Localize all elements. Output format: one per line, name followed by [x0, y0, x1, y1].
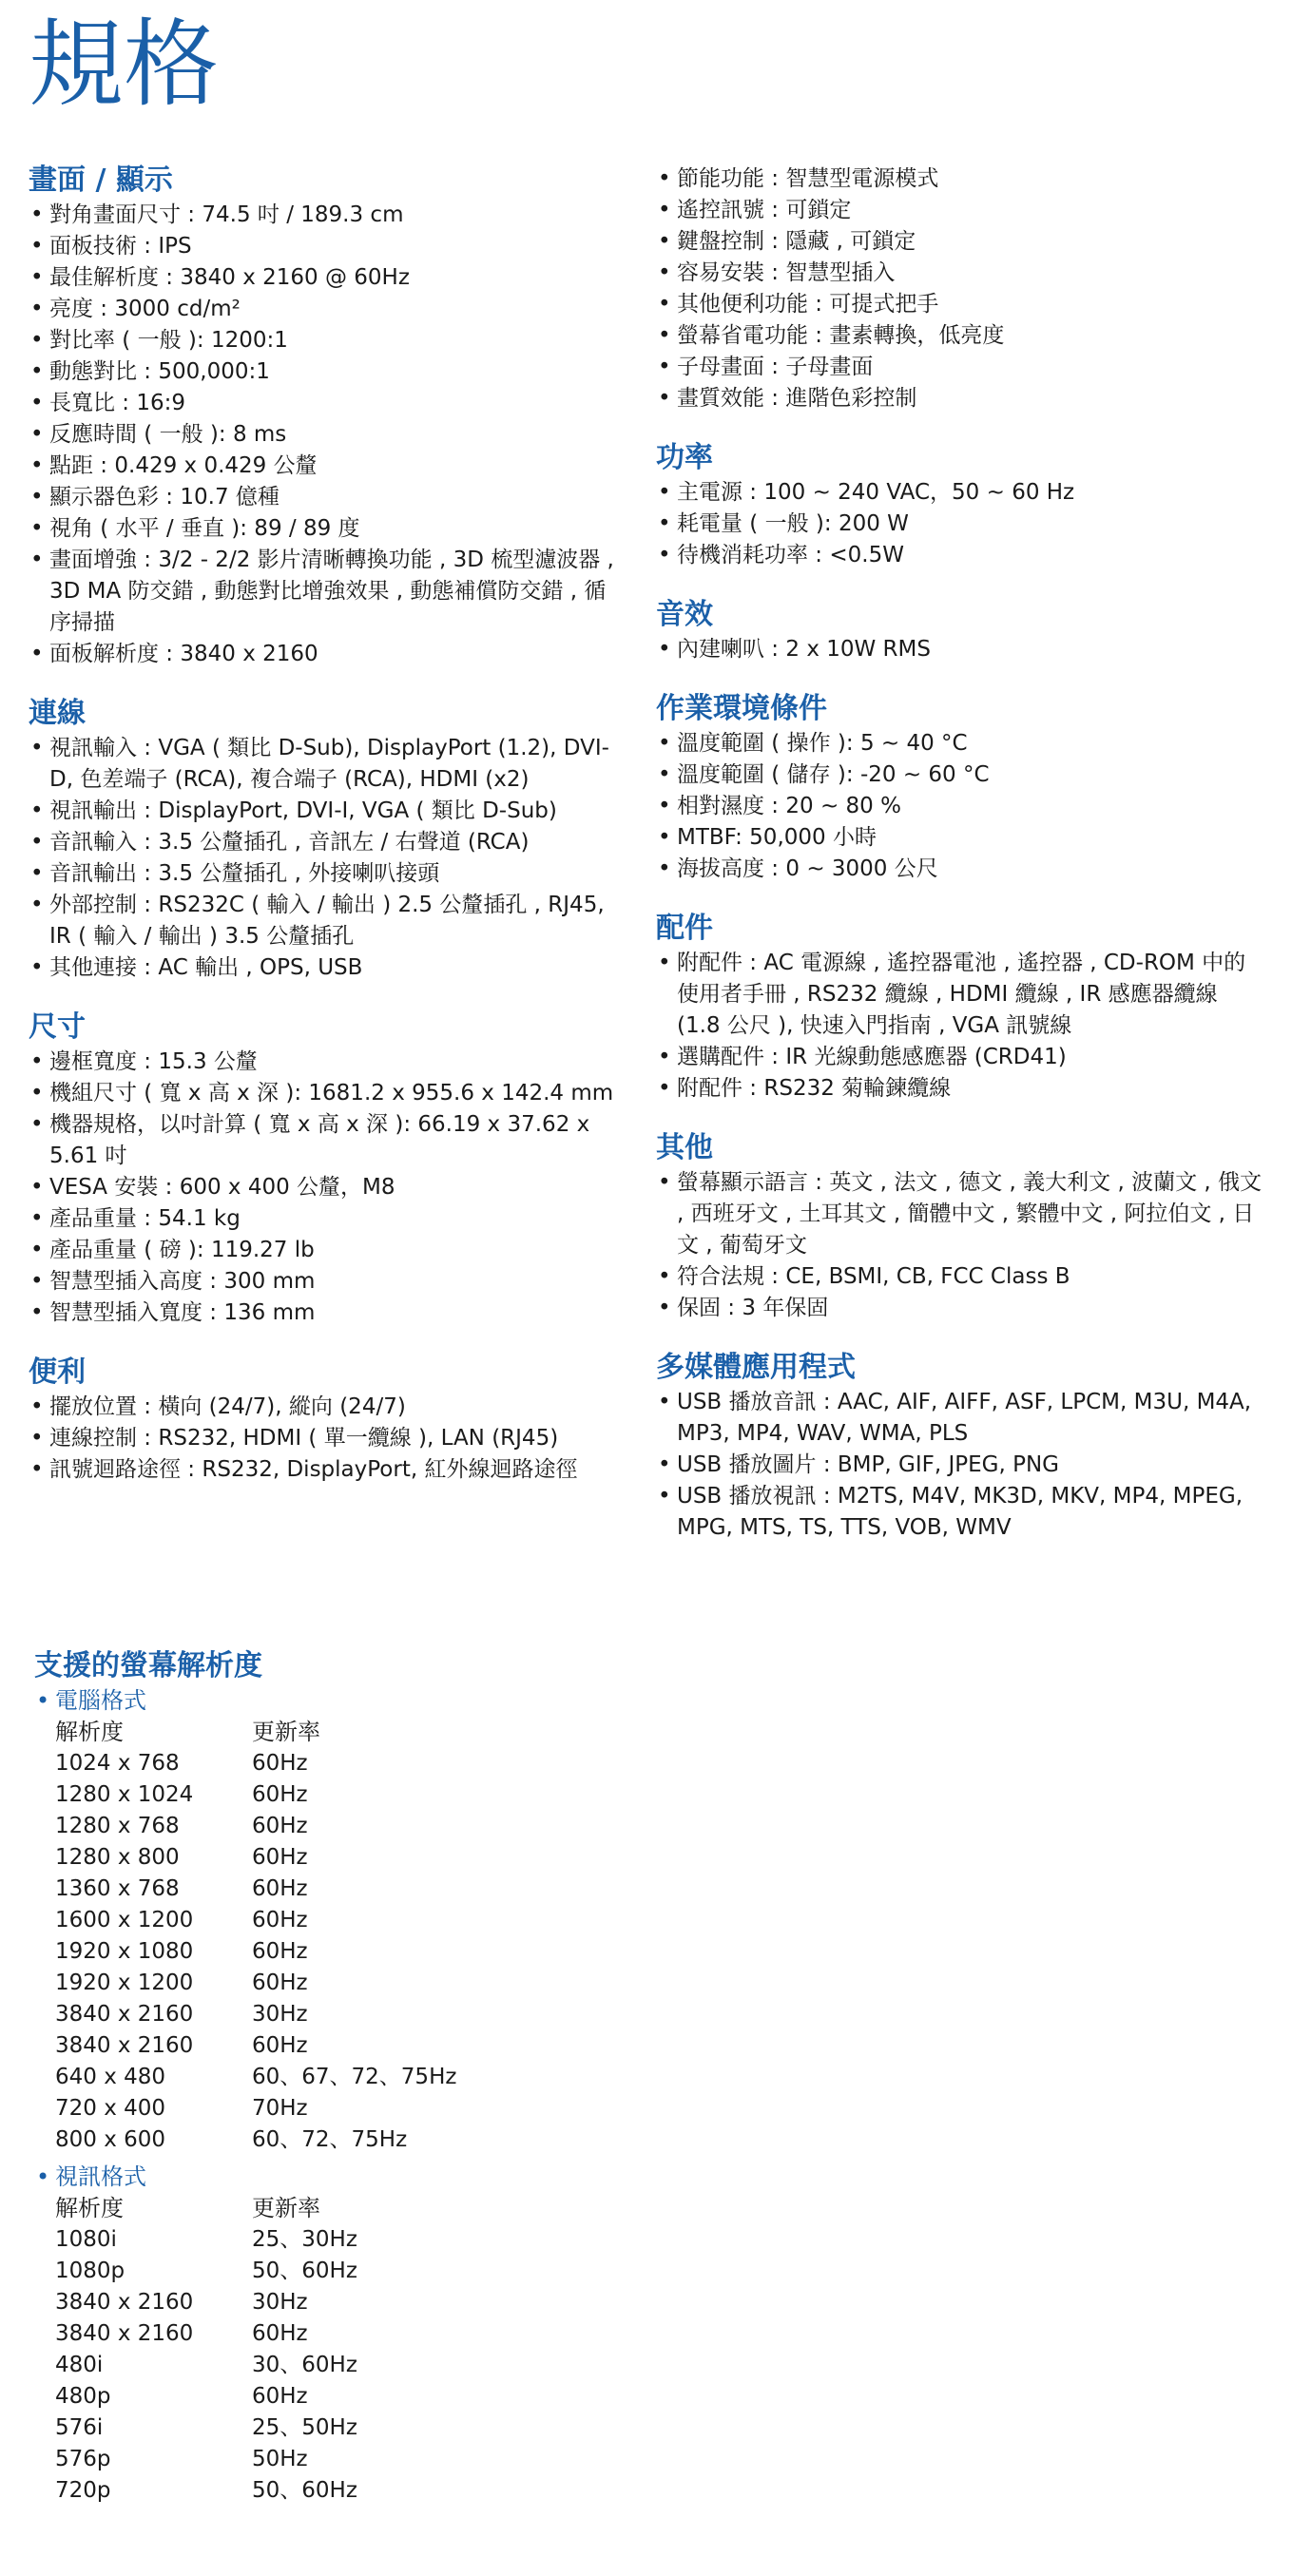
left-column: [29, 163, 623, 1512]
section-title: 尺寸: [29, 1010, 86, 1044]
section-title: 配件: [656, 912, 713, 945]
spec-item: • 音訊輸出 : 3.5 公釐插孔 , 外接喇叭接頭: [29, 858, 623, 890]
refresh-rate-cell: 30Hz: [252, 2290, 308, 2315]
table-row: [55, 1874, 456, 1905]
column-header-refresh-rate: 更新率: [252, 2195, 320, 2221]
refresh-rate-cell: 50Hz: [252, 2447, 308, 2471]
refresh-rate-cell: 60Hz: [252, 1845, 308, 1870]
right-column: [656, 163, 1264, 1570]
right-section: [656, 163, 1264, 414]
spec-item: • 智慧型插入寬度 : 136 mm: [29, 1298, 623, 1329]
spec-item: • 邊框寬度 : 15.3 公釐: [29, 1047, 623, 1078]
spec-item: • 音訊輸入 : 3.5 公釐插孔 , 音訊左 / 右聲道 (RCA): [29, 827, 623, 858]
table-row: [55, 2413, 357, 2444]
column-header-resolution: 解析度: [55, 2195, 124, 2221]
spec-item: • 鍵盤控制 : 隱藏 , 可鎖定: [656, 226, 1264, 258]
right-section: [656, 692, 1264, 885]
spec-item: • 機組尺寸 ( 寬 x 高 x 深 ): 1681.2 x 955.6 x 142.4 mm: [29, 1078, 623, 1109]
spec-item: • 產品重量 ( 磅 ): 119.27 lb: [29, 1235, 623, 1266]
resolution-cell: 3840 x 2160: [55, 2033, 194, 2058]
section-title: 其他: [656, 1131, 713, 1164]
spec-list: [656, 477, 1264, 571]
refresh-rate-cell: 60、67、72、75Hz: [252, 2065, 457, 2089]
spec-item: • USB 播放圖片 : BMP, GIF, JPEG, PNG: [656, 1450, 1264, 1481]
table-row: [55, 2030, 456, 2062]
spec-item: • USB 播放音訊 : AAC, AIF, AIFF, ASF, LPCM, M3U, M4A, MP3, MP4, WAV, WMA, PLS: [656, 1387, 1264, 1450]
table-row: [55, 2318, 357, 2350]
resolution-cell: 720 x 400: [55, 2096, 166, 2121]
resolution-cell: 576p: [55, 2447, 111, 2471]
table-row: [55, 2287, 357, 2318]
spec-item: • 機器規格，以吋計算 ( 寬 x 高 x 深 ): 66.19 x 37.62 x 5.61 吋: [29, 1109, 623, 1172]
resolution-cell: 720p: [55, 2478, 111, 2503]
section-title: 作業環境條件: [656, 692, 827, 725]
spec-list: [29, 200, 623, 670]
refresh-rate-cell: 60Hz: [252, 1782, 308, 1807]
spec-item: • 畫質效能 : 進階色彩控制: [656, 383, 1264, 414]
right-section: [656, 912, 1264, 1105]
spec-item: • 對角畫面尺寸 : 74.5 吋 / 189.3 cm: [29, 200, 623, 231]
table-row: [55, 1842, 456, 1874]
right-section: [656, 1351, 1264, 1544]
left-section: [29, 1355, 623, 1486]
table-row: [55, 2444, 357, 2475]
spec-item: • 動態對比 : 500,000:1: [29, 356, 623, 388]
table-row: [55, 2124, 456, 2156]
left-section: [29, 163, 623, 670]
spec-item: • 附配件 : RS232 菊輪鍊纜線: [656, 1073, 1264, 1105]
resolution-cell: 1920 x 1080: [55, 1939, 194, 1964]
spec-item: • 視訊輸入 : VGA ( 類比 D-Sub), DisplayPort (1.2), DVI-D, 色差端子 (RCA), 複合端子 (RCA), HDMI (x2): [29, 733, 623, 796]
refresh-rate-cell: 60Hz: [252, 1876, 308, 1901]
table-row: [55, 2256, 357, 2287]
spec-item: • 視訊輸出 : DisplayPort, DVI-I, VGA ( 類比 D-Sub): [29, 796, 623, 827]
spec-item: • 內建喇叭 : 2 x 10W RMS: [656, 634, 1264, 665]
spec-item: • 保固 : 3 年保固: [656, 1293, 1264, 1324]
table-row: [55, 1936, 456, 1968]
table-row: [55, 1968, 456, 1999]
spec-item: • 智慧型插入高度 : 300 mm: [29, 1266, 623, 1298]
resolution-cell: 480p: [55, 2384, 111, 2409]
refresh-rate-cell: 50、60Hz: [252, 2259, 357, 2283]
table-row: [55, 1748, 456, 1779]
spec-list: [29, 1392, 623, 1486]
section-title: 功率: [656, 441, 713, 474]
spec-item: • 視角 ( 水平 / 垂直 ): 89 / 89 度: [29, 513, 623, 545]
refresh-rate-cell: 30Hz: [252, 2002, 308, 2027]
section-title: 便利: [29, 1355, 86, 1389]
refresh-rate-cell: 60、72、75Hz: [252, 2127, 408, 2152]
refresh-rate-cell: 25、30Hz: [252, 2227, 357, 2252]
left-section: [29, 1010, 623, 1329]
refresh-rate-cell: 60Hz: [252, 2321, 308, 2346]
spec-item: • 產品重量 : 54.1 kg: [29, 1203, 623, 1235]
table-row: [55, 2062, 456, 2093]
resolution-cell: 3840 x 2160: [55, 2290, 194, 2315]
resolution-cell: 1280 x 768: [55, 1814, 180, 1838]
spec-item: • 選購配件 : IR 光線動態感應器 (CRD41): [656, 1042, 1264, 1073]
spec-item: • 畫面增強 : 3/2 - 2/2 影片清晰轉換功能 , 3D 梳型濾波器 , 3D MA 防交錯 , 動態對比增強效果 , 動態補償防交錯 , 循序掃描: [29, 545, 623, 639]
refresh-rate-cell: 60Hz: [252, 1970, 308, 1995]
spec-item: • 擺放位置 : 橫向 (24/7), 縱向 (24/7): [29, 1392, 623, 1423]
resolution-table: [55, 1717, 456, 2156]
spec-item: • 連線控制 : RS232, HDMI ( 單一纜線 ), LAN (RJ45): [29, 1423, 623, 1454]
spec-item: • 面板技術 : IPS: [29, 231, 623, 262]
spec-item: • 節能功能 : 智慧型電源模式: [656, 163, 1264, 195]
spec-list: [656, 948, 1264, 1105]
spec-item: • 面板解析度 : 3840 x 2160: [29, 639, 623, 670]
resolution-cell: 1080p: [55, 2259, 125, 2283]
resolution-cell: 576i: [55, 2415, 104, 2440]
spec-item: • 其他便利功能 : 可提式把手: [656, 289, 1264, 320]
spec-item: • 相對濕度 : 20 ~ 80 %: [656, 791, 1264, 822]
spec-list: [29, 733, 623, 984]
resolution-cell: 1920 x 1200: [55, 1970, 194, 1995]
spec-item: • 海拔高度 : 0 ~ 3000 公尺: [656, 854, 1264, 885]
resolution-table: [55, 2193, 357, 2507]
resolution-cell: 1280 x 1024: [55, 1782, 194, 1807]
table-row: [55, 2381, 357, 2413]
spec-item: • 遙控訊號 : 可鎖定: [656, 195, 1264, 226]
right-section: [656, 441, 1264, 571]
right-section: [656, 1131, 1264, 1324]
table-row: [55, 2224, 357, 2256]
section-title: 音效: [656, 598, 713, 631]
spec-item: • 容易安裝 : 智慧型插入: [656, 258, 1264, 289]
format-group-label: • 視訊格式: [34, 2162, 624, 2193]
spec-item: • 外部控制 : RS232C ( 輸入 / 輸出 ) 2.5 公釐插孔 , RJ45, IR ( 輸入 / 輸出 ) 3.5 公釐插孔: [29, 890, 623, 952]
section-title: 多媒體應用程式: [656, 1351, 856, 1384]
page-title: 規格: [29, 9, 219, 120]
spec-list: [656, 728, 1264, 885]
spec-item: • 對比率 ( 一般 ): 1200:1: [29, 325, 623, 356]
refresh-rate-cell: 60Hz: [252, 2384, 308, 2409]
column-header-resolution: 解析度: [55, 1719, 124, 1745]
left-section: [29, 697, 623, 984]
spec-list: [656, 1387, 1264, 1544]
section-title: 畫面 / 顯示: [29, 163, 173, 197]
table-row: [55, 2350, 357, 2381]
refresh-rate-cell: 50、60Hz: [252, 2478, 357, 2503]
spec-item: • 螢幕省電功能 : 畫素轉換，低亮度: [656, 320, 1264, 352]
resolution-cell: 800 x 600: [55, 2127, 166, 2152]
resolution-cell: 1360 x 768: [55, 1876, 180, 1901]
format-group-label: • 電腦格式: [34, 1685, 624, 1717]
table-row: [55, 1811, 456, 1842]
refresh-rate-cell: 60Hz: [252, 1814, 308, 1838]
resolution-cell: 1024 x 768: [55, 1751, 180, 1776]
right-section: [656, 598, 1264, 665]
section-title: 連線: [29, 697, 86, 730]
resolution-cell: 3840 x 2160: [55, 2321, 194, 2346]
spec-list: [656, 1167, 1264, 1324]
table-row: [55, 2475, 357, 2507]
resolution-cell: 1080i: [55, 2227, 117, 2252]
spec-list: [656, 163, 1264, 414]
spec-list: [29, 1047, 623, 1329]
table-row: [55, 2093, 456, 2124]
refresh-rate-cell: 60Hz: [252, 1751, 308, 1776]
spec-item: • 點距 : 0.429 x 0.429 公釐: [29, 451, 623, 482]
spec-item: • 溫度範圍 ( 儲存 ): -20 ~ 60 °C: [656, 759, 1264, 791]
column-header-refresh-rate: 更新率: [252, 1719, 320, 1745]
table-row: [55, 1905, 456, 1936]
spec-item: • 訊號迴路途徑 : RS232, DisplayPort, 紅外線迴路途徑: [29, 1454, 623, 1486]
spec-item: • 子母畫面 : 子母畫面: [656, 352, 1264, 383]
table-header-row: [55, 2193, 357, 2224]
spec-item: • 顯示器色彩 : 10.7 億種: [29, 482, 623, 513]
resolution-cell: 3840 x 2160: [55, 2002, 194, 2027]
refresh-rate-cell: 60Hz: [252, 1939, 308, 1964]
refresh-rate-cell: 60Hz: [252, 1908, 308, 1932]
resolution-groups: [34, 1685, 624, 2507]
spec-item: • 溫度範圍 ( 操作 ): 5 ~ 40 °C: [656, 728, 1264, 759]
spec-item: • 附配件 : AC 電源線 , 遙控器電池 , 遙控器 , CD-ROM 中的使用者手冊 , RS232 纜線 , HDMI 纜線 , IR 感應器纜線 (1.8 公尺 ), 快速入門指南 , VGA 訊號線: [656, 948, 1264, 1042]
spec-item: • VESA 安裝 : 600 x 400 公釐，M8: [29, 1172, 623, 1203]
refresh-rate-cell: 70Hz: [252, 2096, 308, 2121]
spec-item: • 主電源 : 100 ~ 240 VAC，50 ~ 60 Hz: [656, 477, 1264, 509]
table-header-row: [55, 1717, 456, 1748]
spec-item: • MTBF: 50,000 小時: [656, 822, 1264, 854]
resolution-cell: 480i: [55, 2353, 104, 2377]
spec-item: • 反應時間 ( 一般 ): 8 ms: [29, 419, 623, 451]
table-row: [55, 1999, 456, 2030]
spec-item: • USB 播放視訊 : M2TS, M4V, MK3D, MKV, MP4, MPEG, MPG, MTS, TS, TTS, VOB, WMV: [656, 1481, 1264, 1544]
table-row: [55, 1779, 456, 1811]
resolution-cell: 1280 x 800: [55, 1845, 180, 1870]
spec-item: • 亮度 : 3000 cd/m²: [29, 294, 623, 325]
refresh-rate-cell: 60Hz: [252, 2033, 308, 2058]
spec-item: • 待機消耗功率 : <0.5W: [656, 540, 1264, 571]
refresh-rate-cell: 30、60Hz: [252, 2353, 357, 2377]
spec-item: • 符合法規 : CE, BSMI, CB, FCC Class B: [656, 1261, 1264, 1293]
spec-item: • 長寬比 : 16:9: [29, 388, 623, 419]
resolutions-title: 支援的螢幕解析度: [34, 1649, 262, 1682]
spec-list: [656, 634, 1264, 665]
supported-resolutions: [34, 1649, 624, 2512]
resolution-cell: 640 x 480: [55, 2065, 166, 2089]
spec-item: • 耗電量 ( 一般 ): 200 W: [656, 509, 1264, 540]
spec-item: • 螢幕顯示語言 : 英文 , 法文 , 德文 , 義大利文 , 波蘭文 , 俄文 , 西班牙文 , 土耳其文 , 簡體中文 , 繁體中文 , 阿拉伯文 , 日文 , 葡萄牙文: [656, 1167, 1264, 1261]
spec-item: • 其他連接 : AC 輸出 , OPS, USB: [29, 952, 623, 984]
refresh-rate-cell: 25、50Hz: [252, 2415, 357, 2440]
resolution-cell: 1600 x 1200: [55, 1908, 194, 1932]
spec-item: • 最佳解析度 : 3840 x 2160 @ 60Hz: [29, 262, 623, 294]
